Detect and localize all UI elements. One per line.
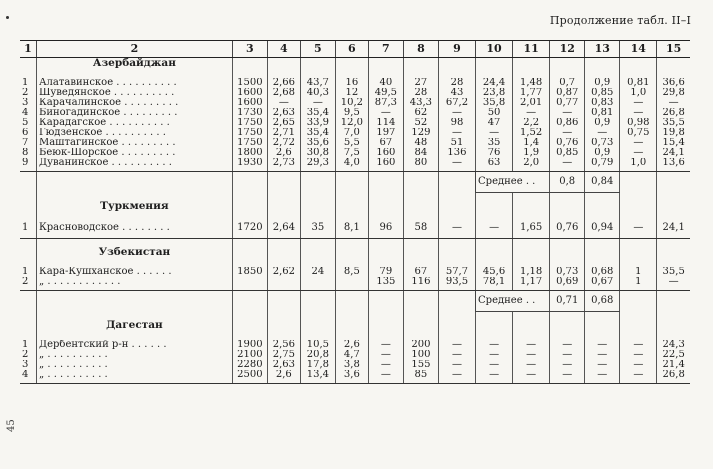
average-c12: 0,71: [550, 291, 585, 312]
cell-c1: 4: [22, 108, 29, 118]
table-row: [20, 138, 690, 148]
cell-c12: 0,69: [550, 277, 585, 287]
cell-c3: 1720: [232, 221, 267, 235]
cell-c9: —: [438, 360, 475, 370]
cell-c11: 1,52: [513, 128, 550, 138]
cell-c10: —: [476, 128, 513, 138]
cell-c7: 160: [368, 158, 403, 168]
cell-c10: 47: [476, 118, 513, 128]
cell-c4: 2,73: [267, 158, 300, 168]
cell-c8: 58: [403, 221, 438, 235]
cell-c3: 1750: [232, 138, 267, 148]
cell-c12: —: [550, 108, 585, 118]
cell-c9: 67,2: [438, 98, 475, 108]
cell-c15: 24,3: [657, 340, 690, 350]
cell-c6: 3,6: [335, 370, 368, 380]
cell-c12: 0,86: [550, 118, 585, 128]
cell-c9: —: [438, 370, 475, 380]
cell-c5: 43,7: [300, 78, 335, 88]
cell-c3: 2500: [232, 370, 267, 380]
cell-c4: 2,72: [267, 138, 300, 148]
cell-c14: 0,98: [620, 118, 657, 128]
cell-c13: 0,9: [585, 148, 620, 158]
table-caption: Продолжение табл. II–I: [549, 14, 691, 27]
cell-c12: —: [550, 158, 585, 168]
table-row: [20, 98, 690, 108]
table-row: [20, 221, 690, 235]
column-header-5: 5: [300, 41, 335, 58]
cell-c15: —: [657, 277, 690, 287]
cell-c6: [335, 277, 368, 287]
cell-c6: 7,5: [335, 148, 368, 158]
cell-c10: 24,4: [476, 78, 513, 88]
field-name: Алатавинское . . . . . . . . . .: [36, 78, 232, 88]
field-name: „ . . . . . . . . . . . .: [36, 277, 232, 287]
bline-row: [20, 380, 690, 384]
field-name: Дуванинское . . . . . . . . . .: [36, 158, 232, 168]
cell-c15: 24,1: [657, 148, 690, 158]
cell-c13: 0,94: [585, 221, 620, 235]
cell-c11: 1,48: [513, 78, 550, 88]
cell-c10: 45,6: [476, 267, 513, 277]
cell-c3: 1730: [232, 108, 267, 118]
field-name: Красноводское . . . . . . . .: [36, 221, 232, 235]
cell-c1: 9: [22, 158, 29, 168]
cell-c7: 49,5: [368, 88, 403, 98]
region-name: Туркмения: [36, 201, 232, 221]
page-number: 45: [6, 419, 17, 432]
cell-c14: 0,75: [620, 128, 657, 138]
cell-c9: —: [438, 158, 475, 168]
cell-c13: 0,83: [585, 98, 620, 108]
column-header-15: 15: [657, 41, 690, 58]
cell-c4: 2,63: [267, 360, 300, 370]
cell-c7: 40: [368, 78, 403, 88]
cell-c5: 13,4: [300, 370, 335, 380]
field-name: Карачалинское . . . . . . . . .: [36, 98, 232, 108]
cell-c15: 36,6: [657, 78, 690, 88]
cell-c8: 100: [403, 350, 438, 360]
cell-c12: —: [550, 350, 585, 360]
cell-c12: 0,76: [550, 221, 585, 235]
field-name: „ . . . . . . . . . .: [36, 360, 232, 370]
table-row: [20, 78, 690, 88]
cell-c1: 1: [22, 267, 29, 277]
table-header: [20, 41, 690, 58]
gap-row: [20, 312, 690, 321]
cell-c11: —: [513, 360, 550, 370]
table-body: [20, 58, 690, 384]
field-name: Бeюк-Шорское . . . . . . . . .: [36, 148, 232, 158]
cell-c9: 28: [438, 78, 475, 88]
table-row: [20, 108, 690, 118]
cell-c14: 0,81: [620, 78, 657, 88]
cell-c15: 22,5: [657, 350, 690, 360]
cell-c5: 40,3: [300, 88, 335, 98]
table-row: [20, 340, 690, 350]
cell-c15: 35,5: [657, 118, 690, 128]
table-row: [20, 148, 690, 158]
cell-c6: 16: [335, 78, 368, 88]
cell-c1: 2: [22, 350, 29, 360]
cell-c9: 93,5: [438, 277, 475, 287]
cell-c5: 35,6: [300, 138, 335, 148]
cell-c8: 48: [403, 138, 438, 148]
cell-c3: 1750: [232, 118, 267, 128]
table-row: [20, 277, 690, 287]
cell-c8: 155: [403, 360, 438, 370]
cell-c3: 1750: [232, 128, 267, 138]
cell-c12: 0,87: [550, 88, 585, 98]
average-c12: 0,8: [550, 172, 585, 193]
cell-c10: —: [476, 340, 513, 350]
region-heading-row: [20, 320, 690, 340]
cell-c7: 114: [368, 118, 403, 128]
cell-c6: 4,0: [335, 158, 368, 168]
region-heading-row: [20, 201, 690, 221]
cell-c4: 2,56: [267, 340, 300, 350]
column-header-14: 14: [620, 41, 657, 58]
cell-c15: 35,5: [657, 267, 690, 277]
cell-c12: —: [550, 340, 585, 350]
cell-c13: 0,67: [585, 277, 620, 287]
cell-c1: 1: [22, 222, 29, 233]
cell-c5: 33,9: [300, 118, 335, 128]
cell-c13: 0,81: [585, 108, 620, 118]
cell-c12: —: [550, 360, 585, 370]
column-header-4: 4: [267, 41, 300, 58]
gap-row: [20, 239, 690, 248]
cell-c7: 87,3: [368, 98, 403, 108]
cell-c6: 10,2: [335, 98, 368, 108]
column-header-13: 13: [585, 41, 620, 58]
cell-c8: 129: [403, 128, 438, 138]
gap-row: [20, 193, 690, 202]
cell-c3: [232, 277, 267, 287]
data-table: [20, 40, 690, 384]
cell-c4: 2,62: [267, 267, 300, 277]
cell-c8: 67: [403, 267, 438, 277]
cell-c13: 0,9: [585, 78, 620, 88]
cell-c14: 1: [620, 277, 657, 287]
cell-c13: —: [585, 370, 620, 380]
cell-c10: 76: [476, 148, 513, 158]
cell-c13: —: [585, 350, 620, 360]
cell-c3: 1600: [232, 98, 267, 108]
cell-c4: —: [267, 98, 300, 108]
cell-c8: 27: [403, 78, 438, 88]
cell-c12: 0,7: [550, 78, 585, 88]
cell-c11: 1,4: [513, 138, 550, 148]
cell-c12: —: [550, 370, 585, 380]
cell-c8: 85: [403, 370, 438, 380]
cell-c8: 62: [403, 108, 438, 118]
cell-c13: 0,73: [585, 138, 620, 148]
column-header-11: 11: [513, 41, 550, 58]
column-header-3: 3: [232, 41, 267, 58]
field-name: Маштагинское . . . . . . . . .: [36, 138, 232, 148]
cell-c10: —: [476, 350, 513, 360]
cell-c10: 63: [476, 158, 513, 168]
region-name: Узбекистан: [36, 247, 232, 267]
cell-c8: 200: [403, 340, 438, 350]
column-header-2: 2: [36, 41, 232, 58]
field-name: Дербентский р-н . . . . . .: [36, 340, 232, 350]
cell-c7: 96: [368, 221, 403, 235]
column-header-9: 9: [438, 41, 475, 58]
cell-c4: 2,63: [267, 108, 300, 118]
cell-c11: 1,18: [513, 267, 550, 277]
cell-c11: —: [513, 370, 550, 380]
cell-c3: 2100: [232, 350, 267, 360]
cell-c13: 0,68: [585, 267, 620, 277]
cell-c6: 9,5: [335, 108, 368, 118]
cell-c9: —: [438, 340, 475, 350]
cell-c9: 57,7: [438, 267, 475, 277]
cell-c3: 1850: [232, 267, 267, 277]
column-header-1: 1: [20, 41, 36, 58]
cell-c9: —: [438, 108, 475, 118]
region-name: Азербайджан: [36, 58, 232, 79]
cell-c13: —: [585, 128, 620, 138]
cell-c15: 19,8: [657, 128, 690, 138]
cell-c4: 2,6: [267, 148, 300, 158]
cell-c4: 2,71: [267, 128, 300, 138]
cell-c14: —: [620, 108, 657, 118]
cell-c12: 0,77: [550, 98, 585, 108]
cell-c15: 29,8: [657, 88, 690, 98]
cell-c7: 67: [368, 138, 403, 148]
cell-c6: 5,5: [335, 138, 368, 148]
cell-c13: 0,9: [585, 118, 620, 128]
cell-c7: 79: [368, 267, 403, 277]
column-header-12: 12: [550, 41, 585, 58]
cell-c15: 21,4: [657, 360, 690, 370]
cell-c5: 35,4: [300, 128, 335, 138]
cell-c4: 2,65: [267, 118, 300, 128]
cell-c7: —: [368, 108, 403, 118]
cell-c10: 78,1: [476, 277, 513, 287]
cell-c7: 135: [368, 277, 403, 287]
cell-c15: —: [657, 98, 690, 108]
cell-c9: —: [438, 221, 475, 235]
cell-c10: 50: [476, 108, 513, 118]
cell-c12: 0,73: [550, 267, 585, 277]
cell-c7: —: [368, 370, 403, 380]
cell-c3: 1600: [232, 88, 267, 98]
cell-c14: —: [620, 98, 657, 108]
cell-c7: —: [368, 350, 403, 360]
cell-c1: 2: [22, 88, 29, 98]
cell-c15: 24,1: [657, 221, 690, 235]
cell-c8: 52: [403, 118, 438, 128]
page-mark-dot: [6, 16, 9, 19]
cell-c4: [267, 277, 300, 287]
cell-c1: 6: [22, 128, 29, 138]
table-row: [20, 370, 690, 380]
average-c13: 0,68: [585, 291, 620, 312]
table-row: [20, 350, 690, 360]
cell-c3: 2280: [232, 360, 267, 370]
cell-c11: —: [513, 108, 550, 118]
cell-c4: 2,75: [267, 350, 300, 360]
cell-c13: —: [585, 360, 620, 370]
cell-c6: 8,1: [335, 221, 368, 235]
cell-c3: 1500: [232, 78, 267, 88]
cell-c7: —: [368, 360, 403, 370]
cell-c14: 1: [620, 267, 657, 277]
cell-c5: —: [300, 98, 335, 108]
field-name: Кара-Кушханское . . . . . .: [36, 267, 232, 277]
average-label: Среднее . .: [476, 291, 550, 312]
cell-c15: 13,6: [657, 158, 690, 168]
cell-c15: 26,8: [657, 370, 690, 380]
cell-c12: 0,85: [550, 148, 585, 158]
cell-c5: 30,8: [300, 148, 335, 158]
table-row: [20, 360, 690, 370]
cell-c3: 1930: [232, 158, 267, 168]
cell-c8: 80: [403, 158, 438, 168]
cell-c9: 43: [438, 88, 475, 98]
average-row: [20, 291, 690, 312]
cell-c14: 1,0: [620, 158, 657, 168]
cell-c8: 116: [403, 277, 438, 287]
cell-c3: 1900: [232, 340, 267, 350]
cell-c11: 2,01: [513, 98, 550, 108]
cell-c14: —: [620, 360, 657, 370]
cell-c9: 136: [438, 148, 475, 158]
field-name: Биногадинское . . . . . . . . .: [36, 108, 232, 118]
cell-c3: 1800: [232, 148, 267, 158]
cell-c10: —: [476, 360, 513, 370]
cell-c5: 35: [300, 221, 335, 235]
cell-c9: —: [438, 128, 475, 138]
cell-c5: 24: [300, 267, 335, 277]
cell-c11: —: [513, 340, 550, 350]
cell-c5: 29,3: [300, 158, 335, 168]
cell-c10: 35,8: [476, 98, 513, 108]
cell-c13: 0,85: [585, 88, 620, 98]
cell-c14: —: [620, 148, 657, 158]
cell-c4: 2,6: [267, 370, 300, 380]
field-name: „ . . . . . . . . . .: [36, 370, 232, 380]
cell-c1: 5: [22, 118, 29, 128]
cell-c11: —: [513, 350, 550, 360]
cell-c11: 1,17: [513, 277, 550, 287]
field-name: „ . . . . . . . . . .: [36, 350, 232, 360]
field-name: Карадагское . . . . . . . . . .: [36, 118, 232, 128]
cell-c1: 1: [22, 78, 29, 88]
field-name: Шуведянское . . . . . . . . . .: [36, 88, 232, 98]
cell-c6: 4,7: [335, 350, 368, 360]
column-header-10: 10: [476, 41, 513, 58]
cell-c14: —: [620, 221, 657, 235]
cell-c1: 1: [22, 340, 29, 350]
cell-c1: 7: [22, 138, 29, 148]
table-row: [20, 267, 690, 277]
cell-c10: —: [476, 221, 513, 235]
column-header-7: 7: [368, 41, 403, 58]
cell-c14: —: [620, 138, 657, 148]
cell-c1: 2: [22, 277, 29, 287]
cell-c9: 98: [438, 118, 475, 128]
table-row: [20, 88, 690, 98]
cell-c8: 43,3: [403, 98, 438, 108]
cell-c1: 3: [22, 98, 29, 108]
cell-c14: —: [620, 370, 657, 380]
table-row: [20, 118, 690, 128]
cell-c14: 1,0: [620, 88, 657, 98]
cell-c11: 2,0: [513, 158, 550, 168]
average-label: Среднее . .: [476, 172, 550, 193]
cell-c11: 1,65: [513, 221, 550, 235]
cell-c8: 84: [403, 148, 438, 158]
cell-c10: 35: [476, 138, 513, 148]
cell-c1: 3: [22, 360, 29, 370]
cell-c12: —: [550, 128, 585, 138]
cell-c1: 8: [22, 148, 29, 158]
average-row: [20, 172, 690, 193]
cell-c7: —: [368, 340, 403, 350]
cell-c11: 1,9: [513, 148, 550, 158]
cell-c1: 4: [22, 370, 29, 380]
cell-c11: 2,2: [513, 118, 550, 128]
cell-c9: —: [438, 350, 475, 360]
cell-c11: 1,77: [513, 88, 550, 98]
cell-c10: 23,8: [476, 88, 513, 98]
cell-c5: 35,4: [300, 108, 335, 118]
cell-c13: —: [585, 340, 620, 350]
cell-c15: 26,8: [657, 108, 690, 118]
column-header-6: 6: [335, 41, 368, 58]
region-heading-row: [20, 247, 690, 267]
cell-c6: 12,0: [335, 118, 368, 128]
cell-c7: 197: [368, 128, 403, 138]
cell-c7: 160: [368, 148, 403, 158]
field-name: Гюдзенское . . . . . . . . . .: [36, 128, 232, 138]
cell-c6: 2,6: [335, 340, 368, 350]
cell-c15: 15,4: [657, 138, 690, 148]
region-name: Дагестан: [36, 320, 232, 340]
cell-c5: 17,8: [300, 360, 335, 370]
average-c13: 0,84: [585, 172, 620, 193]
column-header-8: 8: [403, 41, 438, 58]
cell-c6: 8,5: [335, 267, 368, 277]
cell-c9: 51: [438, 138, 475, 148]
cell-c6: 12: [335, 88, 368, 98]
cell-c5: 10,5: [300, 340, 335, 350]
cell-c4: 2,68: [267, 88, 300, 98]
cell-c14: —: [620, 340, 657, 350]
cell-c6: 7,0: [335, 128, 368, 138]
cell-c6: 3,8: [335, 360, 368, 370]
cell-c5: 20,8: [300, 350, 335, 360]
cell-c4: 2,64: [267, 221, 300, 235]
cell-c8: 28: [403, 88, 438, 98]
table-row: [20, 158, 690, 168]
cell-c4: 2,66: [267, 78, 300, 88]
cell-c10: —: [476, 370, 513, 380]
cell-c12: 0,76: [550, 138, 585, 148]
cell-c13: 0,79: [585, 158, 620, 168]
cell-c14: —: [620, 350, 657, 360]
table-row: [20, 128, 690, 138]
cell-c5: [300, 277, 335, 287]
region-heading-row: [20, 58, 690, 79]
